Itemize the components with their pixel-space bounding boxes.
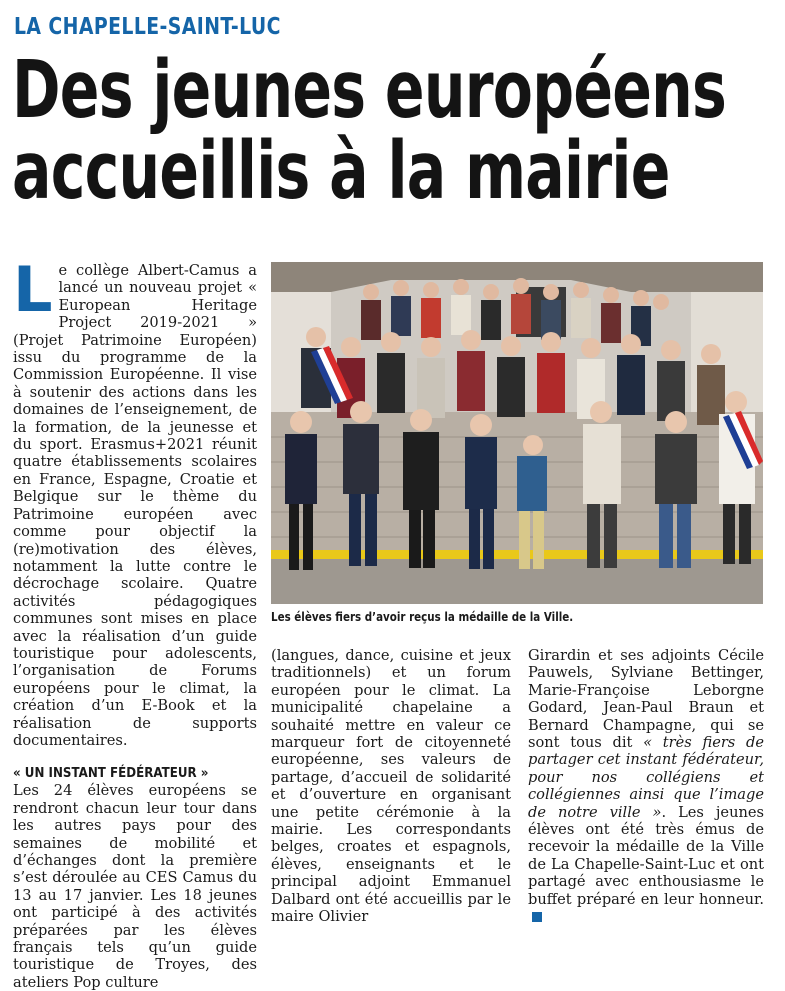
body-paragraph-1: Les 24 élèves européens se rendront chacun leur tour dans les autres pays pour des semaines de mobilité et d’échanges dont la première s’est déroulée au CES Camus du 13 au 17 janvier. Les 18 jeunes ont participé à des activités préparées par les élèves français tels qu’un guide touristique de Troyes, des ateliers Pop culture (13, 782, 257, 991)
photo-caption: Les élèves fiers d’avoir reçus la médaille de la Ville. (271, 610, 574, 624)
intro-paragraph (13, 253, 257, 749)
headline-line-2: accueillis à la mairie (12, 125, 670, 217)
body-text-3b: . Les jeunes élèves ont été très émus de recevoir la médaille de la Ville de La Chapelle-Saint-Luc et ont partagé avec enthousiasme le buffet préparé en leur honneur. (528, 803, 764, 908)
article-column-2 (271, 647, 511, 926)
end-mark-icon (532, 912, 542, 922)
article-column-1 (13, 253, 257, 991)
group-photo-illustration (271, 262, 763, 604)
subheading: « UN INSTANT FÉDÉRATEUR » (13, 765, 209, 782)
headline-line-1: Des jeunes européens (12, 44, 727, 136)
body-paragraph-3 (528, 647, 764, 926)
intro-text: e collège Albert-Camus a lancé un nouveau projet « European Heritage Project 2019-2021 » (Projet Patrimoine Européen) issu du programme de la Commission Européenne. Il vise à soutenir des actions dans les domaines de l’enseignement, de la formation, de la jeunesse et du sport. Erasmus+2021 réunit quatre établissements scolaires en France, Espagne, Croatie et Belgique sur le thème du Patrimoine européen avec comme pour objectif la (re)motivation des élèves, notamment la lutte contre le décrochage scolaire. Quatre activités pédagogiques communes sont mises en place avec la réalisation d’un guide touristique pour adolescents, l’organisation de Forums européens pour le climat, la création d’un E-Book et la réalisation de supports documentaires. (13, 262, 257, 749)
headline (12, 44, 752, 217)
group-photo (271, 262, 763, 604)
article-column-3 (528, 647, 764, 926)
body-paragraph-2: (langues, dance, cuisine et jeux traditionnels) et un forum européen pour le climat. La municipalité chapelaine a souhaité mettre en valeur ce marqueur fort de citoyenneté européenne, ses valeurs de partage, d’accueil de solidarité et d’ouverture en organisant une petite cérémonie à la mairie. Les correspondants belges, croates et espagnols, élèves, enseignants et le principal adjoint Emmanuel Dalbard ont été accueillis par le maire Olivier (271, 647, 511, 926)
quote: « très fiers de partager cet instant fédérateur, pour nos collégiens et collégiennes ainsi que l’image de notre ville » (528, 734, 764, 821)
body-text-3a: Girardin et ses adjoints Cécile Pauwels, Sylviane Bettinger, Marie-Françoise Leborgne Godard, Jean-Paul Braun et Bernard Champagne, qui se sont tous dit (528, 647, 764, 752)
section-kicker: LA CHAPELLE-SAINT-LUC (14, 14, 281, 40)
drop-cap: L (13, 253, 53, 326)
